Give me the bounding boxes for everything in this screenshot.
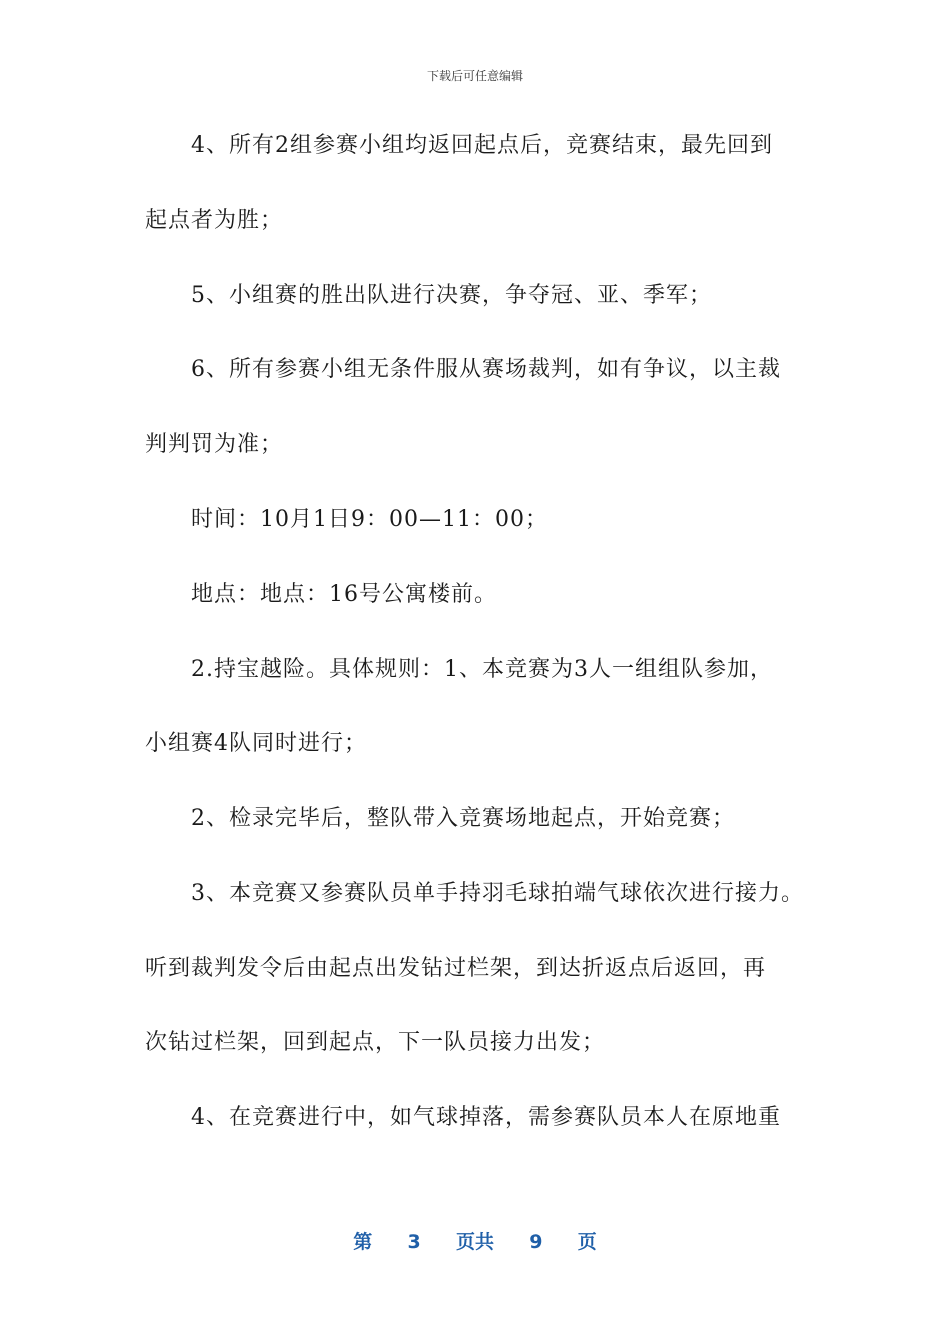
paragraph-line: 判判罚为准；	[145, 432, 284, 457]
paragraph-line: 听到裁判发令后由起点出发钻过栏架，到达折返点后返回，再	[145, 956, 767, 981]
paragraph-line: 4、在竞赛进行中，如气球掉落，需参赛队员本人在原地重	[191, 1105, 781, 1130]
page-footer	[0, 1227, 950, 1254]
paragraph-line: 6、所有参赛小组无条件服从赛场裁判，如有争议，以主裁	[191, 357, 781, 382]
paragraph-line: 5、小组赛的胜出队进行决赛，争夺冠、亚、季军；	[191, 283, 712, 308]
page-total: 9	[529, 1231, 543, 1253]
paragraph-line: 次钻过栏架，回到起点，下一队员接力出发；	[145, 1030, 606, 1055]
paragraph-line: 时间：10月1日9：00—11：00；	[191, 507, 548, 532]
header-note: 下载后可任意编辑	[426, 69, 523, 83]
paragraph-line: 小组赛4队同时进行；	[145, 731, 367, 756]
paragraph-line: 2.持宝越险。具体规则：1、本竞赛为3人一组组队参加，	[191, 657, 773, 682]
page-prefix: 第	[353, 1231, 373, 1253]
paragraph-line: 起点者为胜；	[145, 208, 284, 233]
paragraph-line: 2、检录完毕后，整队带入竞赛场地起点，开始竞赛；	[191, 806, 735, 831]
paragraph-line: 地点：地点：16号公寓楼前。	[191, 582, 497, 607]
page-suffix: 页	[577, 1231, 597, 1253]
paragraph-line: 3、本竞赛又参赛队员单手持羽毛球拍端气球依次进行接力。	[191, 881, 804, 906]
page-number: 3	[407, 1231, 421, 1253]
paragraph-line: 4、所有2组参赛小组均返回起点后，竞赛结束，最先回到	[191, 133, 773, 158]
page-middle: 页共	[455, 1231, 494, 1253]
